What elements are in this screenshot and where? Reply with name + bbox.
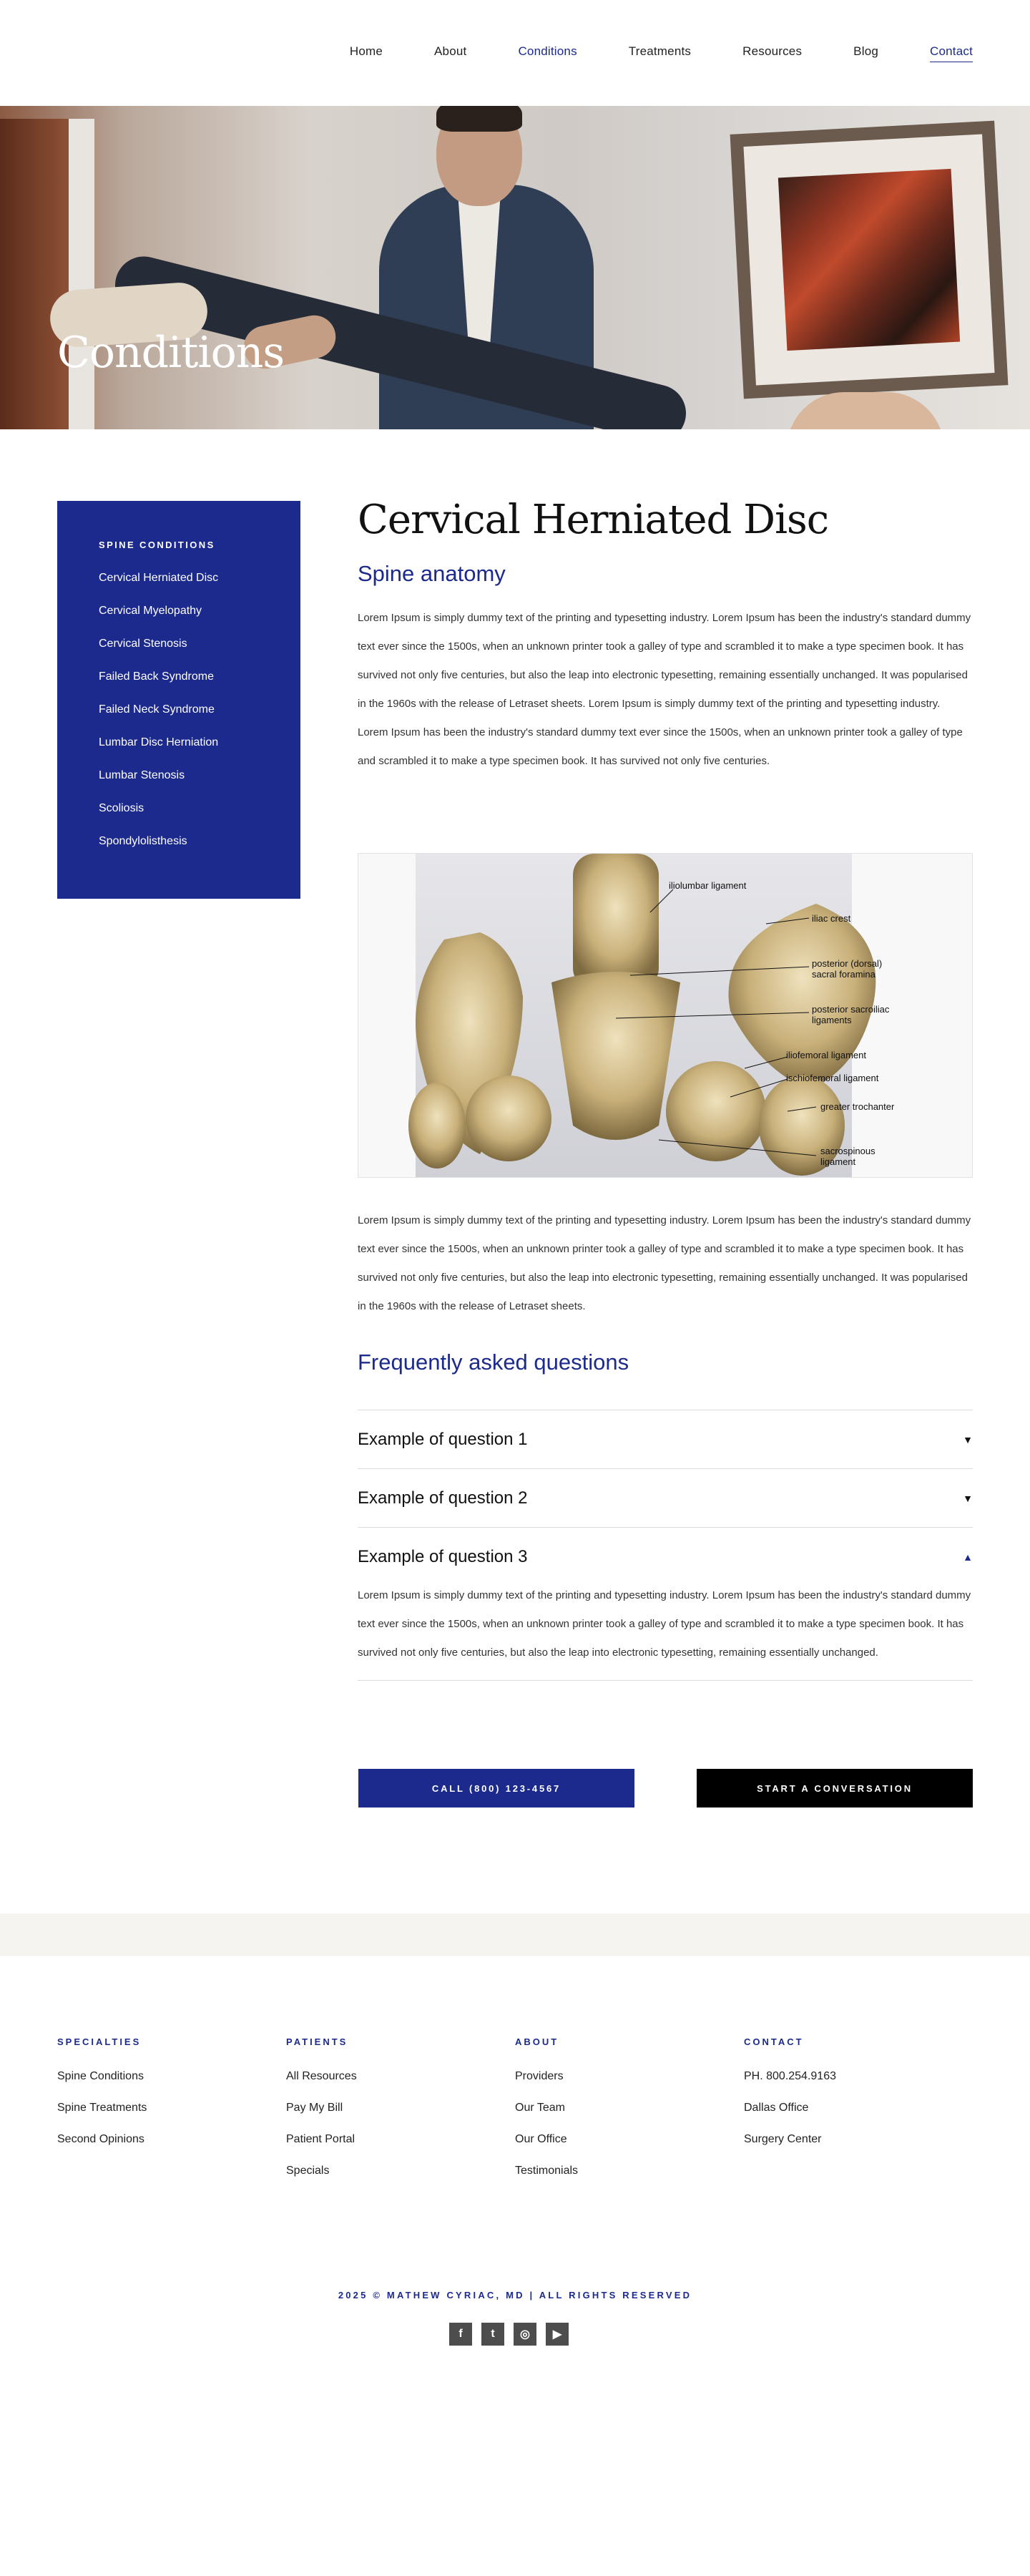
footer-link[interactable]: Spine Treatments bbox=[57, 2102, 147, 2114]
second-paragraph: Lorem Ipsum is simply dummy text of the printing and typesetting industry. Lorem Ipsum has been the industry's standard dummy text ever since the 1500s, when an unknown printer took a galley of type and scrambled it to make a type specimen book. It has survived not only five centuries, but also the leap into electronic typesetting, remaining essentially unchanged. It was popularised in the 1960s with the release of Letraset sheets. bbox=[358, 1214, 971, 1312]
footer-link[interactable]: Our Office bbox=[515, 2133, 567, 2145]
footer-column-contact bbox=[744, 2036, 973, 2196]
nav-treatments[interactable]: Treatments bbox=[628, 44, 692, 58]
nav-home[interactable]: Home bbox=[349, 44, 383, 58]
hero-banner bbox=[0, 106, 1030, 429]
faq-title: Frequently asked questions bbox=[358, 1350, 629, 1375]
footer-heading: PATIENTS bbox=[286, 2036, 348, 2047]
label-greater-trochanter: greater trochanter bbox=[820, 1101, 895, 1112]
sidebar-item-cervical-stenosis[interactable]: Cervical Stenosis bbox=[99, 638, 187, 650]
social-links bbox=[449, 2323, 578, 2346]
page-title: Cervical Herniated Disc bbox=[358, 497, 829, 543]
footer-link[interactable]: Testimonials bbox=[515, 2165, 579, 2177]
top-navigation bbox=[0, 0, 1030, 106]
spine-conditions-sidebar bbox=[57, 501, 300, 899]
sidebar-item-spondylolisthesis[interactable]: Spondylolisthesis bbox=[99, 835, 187, 847]
footer-link[interactable]: Our Team bbox=[515, 2102, 565, 2114]
faq-accordion bbox=[358, 1410, 973, 1681]
caret-down-icon: ▼ bbox=[963, 1433, 973, 1445]
faq-question-text: Example of question 1 bbox=[358, 1429, 528, 1449]
faq-item bbox=[358, 1410, 973, 1469]
footer-column-about bbox=[515, 2036, 744, 2196]
section-divider-band bbox=[0, 1913, 1030, 1956]
intro-paragraph: Lorem Ipsum is simply dummy text of the printing and typesetting industry. Lorem Ipsum has been the industry's standard dummy text ever since the 1500s, when an unknown printer took a galley of type and scrambled it to make a type specimen book. It has survived not only five centuries, but also the leap into electronic typesetting, remaining essentially unchanged. It was popularised in the 1960s with the release of Letraset sheets. Lorem Ipsum is simply dummy text of the printing and typesetting industry. Lorem Ipsum has been the industry's standard dummy text ever since the 1500s, when an unknown printer took a galley of type and scrambled it to make a type specimen book. It has survived not only five centuries. bbox=[358, 612, 971, 767]
sidebar-item-lumbar-stenosis[interactable]: Lumbar Stenosis bbox=[99, 769, 185, 781]
footer-link[interactable]: Surgery Center bbox=[744, 2133, 822, 2145]
nav-conditions[interactable]: Conditions bbox=[518, 44, 577, 58]
footer-column-patients bbox=[286, 2036, 515, 2196]
footer-link[interactable]: Providers bbox=[515, 2070, 564, 2082]
footer-link[interactable]: Specials bbox=[286, 2165, 330, 2177]
faq-question-toggle[interactable] bbox=[358, 1528, 973, 1586]
label-iliolumbar-ligament: iliolumbar ligament bbox=[669, 880, 747, 891]
nav-about[interactable]: About bbox=[434, 44, 467, 58]
start-conversation-button[interactable]: START A CONVERSATION bbox=[697, 1769, 973, 1807]
faq-item bbox=[358, 1528, 973, 1681]
faq-item bbox=[358, 1469, 973, 1528]
faq-answer: Lorem Ipsum is simply dummy text of the printing and typesetting industry. Lorem Ipsum has been the industry's standard dummy text ever since the 1500s, when an unknown printer took a galley of type and scrambled it to make a type specimen book. It has survived not only five centuries, but also the leap into electronic typesetting, remaining essentially unchanged. bbox=[358, 1589, 971, 1659]
footer-heading: CONTACT bbox=[744, 2036, 804, 2047]
label-sacral-foramina: posterior (dorsal) sacral foramina bbox=[812, 958, 883, 980]
label-iliofemoral-ligament: iliofemoral ligament bbox=[786, 1050, 866, 1060]
faq-question-toggle[interactable] bbox=[358, 1469, 973, 1527]
footer-heading: SPECIALTIES bbox=[57, 2036, 142, 2047]
footer-link[interactable]: Spine Conditions bbox=[57, 2070, 144, 2082]
label-sacroiliac-ligaments: posterior sacroiliac ligaments bbox=[812, 1004, 890, 1025]
sidebar-item-cervical-herniated-disc[interactable]: Cervical Herniated Disc bbox=[99, 572, 219, 584]
nav-blog[interactable]: Blog bbox=[853, 44, 878, 58]
main-content bbox=[358, 494, 973, 776]
instagram-icon[interactable]: ◎ bbox=[514, 2323, 536, 2346]
footer-heading: ABOUT bbox=[515, 2036, 559, 2047]
label-sacrospinous-ligament: sacrospinous ligament bbox=[820, 1146, 876, 1167]
footer-link[interactable]: Patient Portal bbox=[286, 2133, 355, 2145]
footer-link[interactable]: Second Opinions bbox=[57, 2133, 144, 2145]
sidebar-item-failed-back-syndrome[interactable]: Failed Back Syndrome bbox=[99, 670, 214, 683]
hero-doorframe bbox=[69, 119, 94, 429]
nav-contact[interactable]: Contact bbox=[930, 44, 973, 62]
twitter-icon[interactable]: t bbox=[481, 2323, 504, 2346]
sidebar-item-cervical-myelopathy[interactable]: Cervical Myelopathy bbox=[99, 605, 202, 617]
sidebar-list bbox=[99, 572, 259, 868]
footer-link[interactable]: Dallas Office bbox=[744, 2102, 809, 2114]
sidebar-item-failed-neck-syndrome[interactable]: Failed Neck Syndrome bbox=[99, 703, 215, 716]
call-button[interactable]: CALL (800) 123-4567 bbox=[358, 1769, 634, 1807]
footer-columns bbox=[57, 2036, 973, 2196]
hero-chair bbox=[787, 392, 944, 429]
nav-resources[interactable]: Resources bbox=[742, 44, 803, 58]
footer-link[interactable]: All Resources bbox=[286, 2070, 357, 2082]
faq-question-text: Example of question 3 bbox=[358, 1546, 528, 1566]
footer-column-specialties bbox=[57, 2036, 286, 2196]
caret-up-icon: ▲ bbox=[963, 1551, 973, 1563]
facebook-icon[interactable]: f bbox=[449, 2323, 472, 2346]
pelvis-anatomy-image bbox=[358, 853, 973, 1178]
youtube-icon[interactable]: ▶ bbox=[546, 2323, 569, 2346]
footer-phone[interactable]: PH. 800.254.9163 bbox=[744, 2070, 836, 2082]
copyright-text: 2025 © MATHEW CYRIAC, MD | ALL RIGHTS RESERVED bbox=[338, 2290, 692, 2301]
nav-menu bbox=[298, 44, 973, 62]
faq-question-text: Example of question 2 bbox=[358, 1488, 528, 1508]
hero-title: Conditions bbox=[57, 328, 285, 378]
section-subtitle: Spine anatomy bbox=[358, 561, 506, 586]
footer-link[interactable]: Pay My Bill bbox=[286, 2102, 343, 2114]
sidebar-item-lumbar-disc-herniation[interactable]: Lumbar Disc Herniation bbox=[99, 736, 219, 748]
hero-painting bbox=[730, 121, 1009, 399]
sidebar-item-scoliosis[interactable]: Scoliosis bbox=[99, 802, 144, 814]
caret-down-icon: ▼ bbox=[963, 1492, 973, 1504]
faq-question-toggle[interactable] bbox=[358, 1410, 973, 1468]
label-ischiofemoral-ligament: ischiofemoral ligament bbox=[786, 1073, 879, 1083]
sidebar-heading: SPINE CONDITIONS bbox=[99, 540, 215, 550]
label-iliac-crest: iliac crest bbox=[812, 913, 851, 924]
